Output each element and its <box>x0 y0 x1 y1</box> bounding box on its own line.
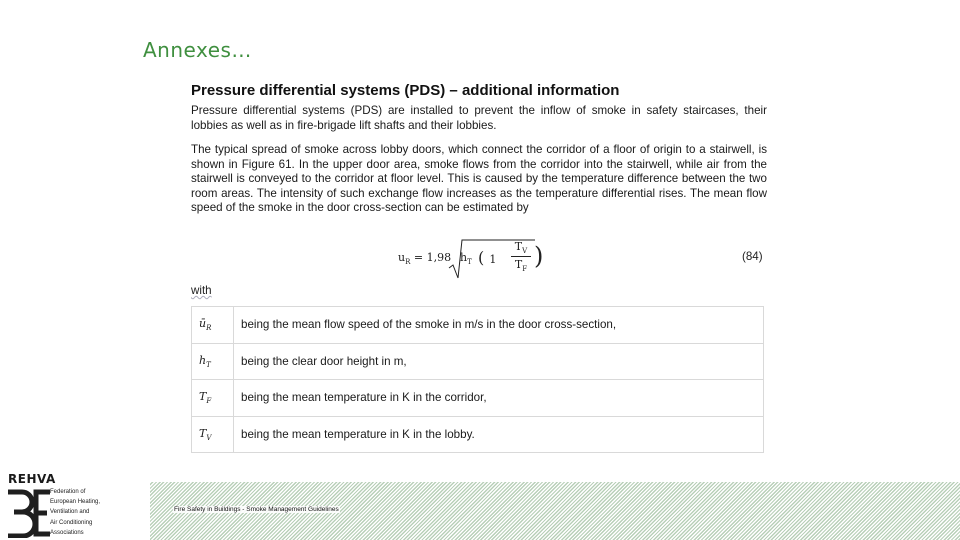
footer-text: Fire Safety in Buildings - Smoke Management Guidelines <box>174 506 339 513</box>
with-label: with <box>191 284 212 297</box>
rehva-logo <box>6 472 116 538</box>
formula-paren-close: ) <box>534 242 544 270</box>
logo-name: REHVA <box>8 472 56 486</box>
section-heading: Pressure differential systems (PDS) – additional information <box>191 82 620 99</box>
table-row <box>192 343 764 380</box>
table-row <box>192 307 764 344</box>
symbol-cell: $h_T$ <box>192 343 234 380</box>
symbol-cell: $T_V$ <box>192 416 234 453</box>
description-cell: being the mean flow speed of the smoke in m/s in the door cross-section, <box>241 318 617 332</box>
symbol-cell: $T_F$ <box>192 380 234 417</box>
paragraph-1: Pressure differential systems (PDS) are installed to prevent the inflow of smoke in safety staircases, their lobbies as well as in fire-brigade lift shafts and their lobbies. <box>191 104 767 132</box>
slide-title: Annexes… <box>143 38 252 62</box>
symbols-table <box>191 306 764 453</box>
description-cell: being the mean temperature in K in the lobby. <box>234 416 764 453</box>
paragraph-2: The typical spread of smoke across lobby doors, which connect the corridor of a floor of origin to a stairwell, is shown in Figure 61. In the upper door area, smoke flows from the corridor into the stairwell, while air from the stairwell is conveyed to the corridor at floor level. This is caused by the temperature difference between the two room areas. The intensity of such exchange flow increases as the temperature differential rises. The mean flow speed of the smoke in the door cross-section can be estimated by <box>191 143 767 215</box>
logo-tagline: Federation of European Heating, Ventilation and Air Conditioning Associations <box>50 489 101 536</box>
equation-number: (84) <box>742 250 763 263</box>
formula-radicand: $h_T$ <box>460 251 472 267</box>
description-cell: being the mean temperature in K in the corridor, <box>234 380 764 417</box>
description-cell: being the clear door height in m, <box>234 343 764 380</box>
formula-fraction: $T_V$ $T_F$ <box>511 240 531 273</box>
symbol-cell: $ū_R$ <box>192 307 234 344</box>
table-row <box>192 416 764 453</box>
formula-paren: ( 1 <box>478 248 497 267</box>
rehva-3e-logo-icon <box>6 488 52 538</box>
flow-speed-formula <box>398 238 544 280</box>
formula-lhs: $u_R = 1,98$ <box>398 251 452 267</box>
table-row <box>192 380 764 417</box>
